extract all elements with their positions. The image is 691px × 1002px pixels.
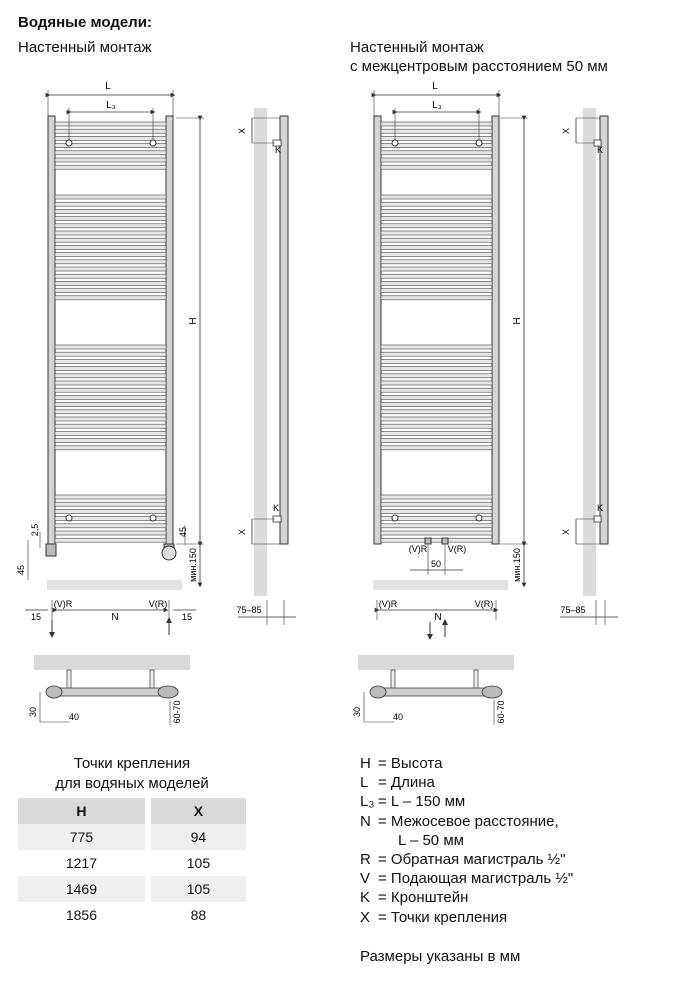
legend-item: L – 50 мм — [398, 831, 464, 849]
label-K-top-left: K — [274, 145, 282, 155]
label-40-left: 40 — [68, 712, 80, 722]
radiator-bar — [55, 446, 166, 450]
table-header-row — [18, 798, 246, 824]
table-cell: 1856 — [65, 907, 98, 923]
radiator-bar — [381, 260, 492, 264]
table-caption-line-2: для водяных моделей — [55, 775, 209, 792]
label-V-R-right: V(R) — [474, 599, 494, 609]
right-subtitle-line-2: с межцентровым расстоянием 50 мм — [350, 58, 608, 75]
radiator-bar — [55, 129, 166, 133]
radiator-bar — [55, 224, 166, 228]
radiator-bar — [381, 446, 492, 450]
label-VR-right: (V)R — [378, 599, 398, 609]
radiator-bar — [55, 410, 166, 414]
radiator-bar — [55, 267, 166, 271]
radiator-bar — [55, 531, 166, 535]
legend-item: L = Длина — [360, 774, 435, 792]
label-N-right: N — [434, 612, 442, 623]
legend-item: K = Кронштейн — [360, 889, 469, 907]
radiator-bar — [55, 509, 166, 513]
table-caption — [18, 754, 246, 794]
legend-item: X = Точки крепления — [360, 908, 508, 926]
radiator-bar — [55, 260, 166, 264]
radiator-bar — [381, 158, 492, 162]
radiator-bar — [381, 122, 492, 126]
table-row — [18, 824, 246, 850]
label-L3-left: L₃ — [106, 100, 116, 111]
radiator-bar — [381, 245, 492, 249]
units-note: Размеры указаны в мм — [360, 948, 521, 965]
radiator-bar — [381, 352, 492, 356]
front-view-right — [373, 90, 528, 637]
table-header-X: X — [151, 798, 246, 824]
radiator-bar — [381, 403, 492, 407]
radiator-bar — [55, 431, 166, 435]
label-K-bottom-right: K — [596, 503, 604, 513]
label-X-bottom-right: X — [561, 528, 571, 536]
radiator-bar — [381, 502, 492, 506]
radiator-bar — [381, 238, 492, 242]
radiator-bar — [381, 524, 492, 528]
label-V-R-left: V(R) — [148, 599, 168, 609]
radiator-bar — [55, 209, 166, 213]
radiator-bar — [381, 388, 492, 392]
legend — [360, 754, 573, 927]
table-header-H: H — [18, 798, 145, 824]
label-50-right: 50 — [430, 559, 442, 569]
label-X-top-left: X — [237, 127, 247, 135]
label-V-R-top-right: V(R) — [447, 544, 467, 554]
label-X-bottom-left: X — [237, 528, 247, 536]
label-min150-right: мин.150 — [512, 548, 522, 582]
radiator-bar — [381, 374, 492, 378]
legend-item: L₃ = L – 150 мм — [360, 793, 466, 811]
label-VR-left: (V)R — [53, 599, 73, 609]
table-cell: 1469 — [18, 876, 145, 902]
radiator-bar — [55, 245, 166, 249]
table-row — [18, 850, 246, 876]
radiator-bar — [381, 129, 492, 133]
label-75-85-right: 75–85 — [560, 605, 586, 615]
radiator-bar — [55, 122, 166, 126]
radiator-bar — [381, 410, 492, 414]
radiator-bar — [381, 151, 492, 155]
radiator-bar — [381, 381, 492, 385]
front-view-left — [25, 90, 204, 635]
radiator-bar — [55, 274, 166, 278]
label-15-left: 15 — [30, 612, 42, 622]
radiator-bar — [55, 296, 166, 300]
radiator-bar — [55, 495, 166, 499]
label-60-70-left: 60-70 — [172, 700, 182, 724]
radiator-bar — [55, 359, 166, 363]
radiator-bar — [381, 345, 492, 349]
label-60-70-right: 60-70 — [496, 700, 506, 724]
radiator-bar — [55, 158, 166, 162]
radiator-bar — [381, 231, 492, 235]
table-row — [18, 876, 246, 902]
table-cell: 88 — [190, 907, 207, 923]
top-view-left — [34, 655, 190, 725]
radiator-bar — [381, 431, 492, 435]
radiator-bar — [55, 136, 166, 140]
label-X-top-right: X — [561, 127, 571, 135]
radiator-bar — [55, 165, 166, 169]
label-45-left: 45 — [16, 564, 26, 576]
radiator-bar — [381, 136, 492, 140]
radiator-bar — [381, 395, 492, 399]
radiator-bar — [55, 238, 166, 242]
top-view-right — [358, 655, 514, 725]
radiator-bar — [55, 217, 166, 221]
radiator-bar — [55, 374, 166, 378]
radiator-bar — [381, 165, 492, 169]
label-K-top-right: K — [596, 145, 604, 155]
label-2-5-left: 2,5 — [30, 523, 40, 537]
radiator-bar — [381, 281, 492, 285]
side-view-right — [560, 108, 618, 625]
radiator-bar — [381, 424, 492, 428]
radiator-bar — [55, 403, 166, 407]
left-subtitle: Настенный монтаж — [18, 39, 152, 56]
radiator-bar — [381, 224, 492, 228]
radiator-bar — [381, 367, 492, 371]
radiator-bar — [381, 209, 492, 213]
radiator-bar — [55, 502, 166, 506]
legend-item: H = Высота — [360, 755, 443, 772]
label-L3-right: L₃ — [432, 100, 442, 111]
radiator-bar — [381, 274, 492, 278]
table-cell: 94 — [151, 824, 246, 850]
label-75-85-left: 75–85 — [236, 605, 262, 615]
label-40-right: 40 — [392, 712, 404, 722]
label-K-bottom-left: K — [272, 503, 280, 513]
radiator-bar — [381, 359, 492, 363]
radiator-bar — [381, 538, 492, 542]
radiator-bar — [55, 524, 166, 528]
radiator-bar — [381, 439, 492, 443]
radiator-bar — [55, 151, 166, 155]
radiator-bar — [381, 417, 492, 421]
radiator-bar — [55, 381, 166, 385]
table-caption-line-1: Точки крепления — [73, 755, 191, 772]
radiator-bar — [55, 202, 166, 206]
label-30-left: 30 — [28, 706, 38, 718]
legend-item: V = Подающая магистраль ½" — [360, 870, 574, 888]
radiator-bar — [381, 195, 492, 199]
radiator-bar — [381, 531, 492, 535]
label-45-right-left: 45 — [178, 526, 188, 538]
radiator-bar — [55, 395, 166, 399]
radiator-bar — [55, 289, 166, 293]
label-min150-left: мин.150 — [188, 548, 198, 582]
radiator-bar — [55, 417, 166, 421]
label-N-left: N — [111, 612, 119, 623]
label-L-left: L — [105, 81, 111, 92]
radiator-bar — [55, 195, 166, 199]
radiator-bar — [55, 388, 166, 392]
radiator-bar — [381, 509, 492, 513]
right-subtitle-line-1: Настенный монтаж — [350, 39, 484, 56]
label-H-right: H — [512, 317, 523, 325]
radiator-bar — [381, 202, 492, 206]
radiator-bar — [55, 424, 166, 428]
legend-item: R = Обратная магистраль ½" — [360, 851, 566, 869]
radiator-bar — [381, 296, 492, 300]
page-title: Водяные модели: — [18, 14, 152, 31]
radiator-bar — [55, 538, 166, 542]
radiator-bar — [381, 289, 492, 293]
radiator-bar — [55, 439, 166, 443]
radiator-bar — [381, 253, 492, 257]
radiator-bar — [55, 231, 166, 235]
radiator-bar — [55, 253, 166, 257]
table-cell: 105 — [186, 855, 211, 871]
radiator-bar — [55, 352, 166, 356]
radiator-bar — [381, 267, 492, 271]
radiator-bar — [381, 495, 492, 499]
radiator-bar — [381, 217, 492, 221]
table-cell: 105 — [151, 876, 246, 902]
mounting-points-table — [18, 798, 246, 928]
side-view-left — [238, 108, 296, 625]
table-cell: 775 — [18, 824, 145, 850]
label-H-left: H — [188, 317, 199, 325]
legend-item: N = Межосевое расстояние, — [360, 812, 559, 830]
radiator-bar — [55, 345, 166, 349]
table-cell: 1217 — [65, 855, 98, 871]
label-15-right: 15 — [181, 612, 193, 622]
label-VR-top-right: (V)R — [408, 544, 428, 554]
radiator-bars-right — [381, 122, 492, 542]
radiator-bar — [55, 367, 166, 371]
radiator-bar — [55, 281, 166, 285]
table-row — [18, 902, 246, 928]
label-30-right: 30 — [352, 706, 362, 718]
label-L-right: L — [432, 81, 438, 92]
